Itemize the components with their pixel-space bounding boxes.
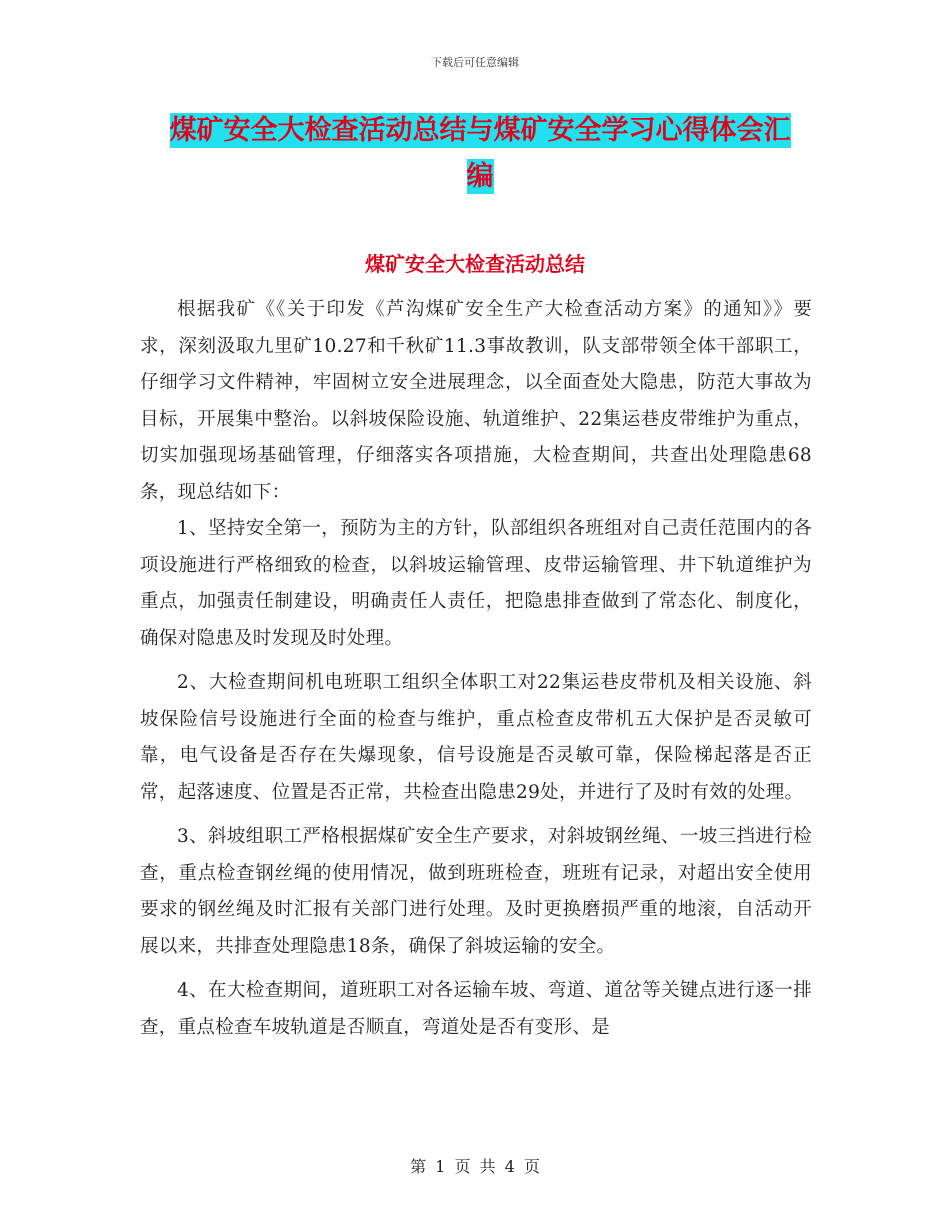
body-paragraph: 2、大检查期间机电班职工组织全体职工对22集运巷皮带机及相关设施、斜坡保险信号设施进行全面的检查与维护，重点检查皮带机五大保护是否灵敏可靠，电气设备是否存在失爆现象，信号设施是否灵敏可靠，保险梯起落是否正常，起落速度、位置是否正常，共检查出隐患29处，并进行了及时有效的处理。 [140,672,812,803]
document-title-line2: 编 [466,161,494,192]
document-title [140,108,820,200]
body-paragraph: 1、坚持安全第一，预防为主的方针，队部组织各班组对自己责任范围内的各项设施进行严格细致的检查，以斜坡运输管理、皮带运输管理、井下轨道维护为重点，加强责任制建设，明确责任人责任，把隐患排查做到了常态化、制度化，确保对隐患及时发现及时处理。 [140,518,812,649]
document-title-line1: 煤矿安全大检查活动总结与煤矿安全学习心得体会汇 [169,115,791,146]
body-paragraph: 根据我矿《《关于印发《芦沟煤矿安全生产大检查活动方案》的通知》》要求，深刻汲取九里矿10.27和千秋矿11.3事故教训，队支部带领全体干部职工，仔细学习文件精神，牢固树立安全进展理念，以全面查处大隐患，防范大事故为目标，开展集中整治。以斜坡保险设施、轨道维护、22集运巷皮带维护为重点，切实加强现场基础管理，仔细落实各项措施，大检查期间，共查出处理隐患68条，现总结如下： [140,299,812,503]
section-title: 煤矿安全大检查活动总结 [365,252,585,276]
document-body [140,292,812,1046]
header-note: 下载后可任意编辑 [431,56,519,69]
body-paragraph: 3、斜坡组职工严格根据煤矿安全生产要求，对斜坡钢丝绳、一坡三挡进行检查，重点检查钢丝绳的使用情况，做到班班检查，班班有记录，对超出安全使用要求的钢丝绳及时汇报有关部门进行处理。及时更换磨损严重的地滚，自活动开展以来，共排查处理隐患18条，确保了斜坡运输的安全。 [140,826,812,957]
page-number: 第 1 页 共 4 页 [410,1157,540,1176]
body-paragraph: 4、在大检查期间，道班职工对各运输车坡、弯道、道岔等关键点进行逐一排查，重点检查车坡轨道是否顺直，弯道处是否有变形、是 [140,980,812,1038]
